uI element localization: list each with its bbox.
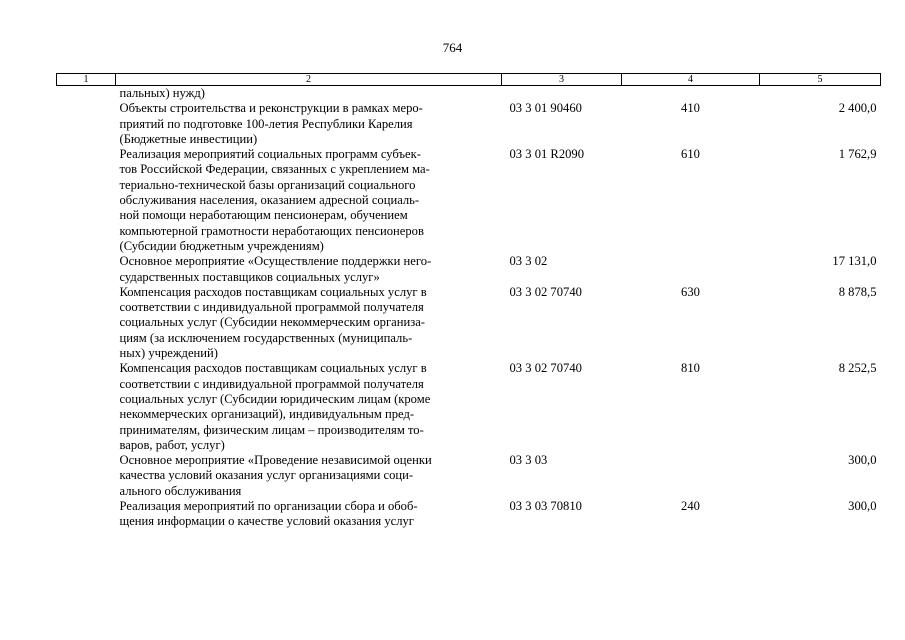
row-expense-type-cell <box>622 254 760 285</box>
row-name-line: сударственных поставщиков социальных услуг» <box>119 269 380 284</box>
row-expense-type-cell: 630 <box>681 284 700 299</box>
table-row <box>57 101 881 147</box>
row-number-cell <box>57 285 116 361</box>
header-col-1: 1 <box>57 74 116 86</box>
row-code-cell: 03 3 02 70740 <box>509 284 582 299</box>
table-body <box>57 86 881 530</box>
row-name-line: Компенсация расходов поставщикам социальных услуг в <box>119 284 427 299</box>
header-row <box>57 74 881 86</box>
row-expense-type-cell: 610 <box>681 147 700 162</box>
row-name-line: циям (за исключением государственных (муниципаль- <box>119 330 413 345</box>
row-name-line: качества условий оказания услуг организациями соци- <box>119 468 414 483</box>
row-name-line: (Бюджетные инвестиции) <box>119 131 258 146</box>
row-name-line: некоммерческих организаций), индивидуальным пред- <box>119 407 415 422</box>
row-code-cell: 03 3 01 R2090 <box>509 147 585 162</box>
row-name-line: обслуживания населения, оказанием адресной социаль- <box>119 193 420 208</box>
row-name-line: териально-технической базы организаций социального <box>119 177 416 192</box>
row-number-cell <box>57 101 116 147</box>
table-row <box>57 147 881 254</box>
row-sum-cell: 300,0 <box>848 453 877 468</box>
row-name-line: (Субсидии бюджетным учреждениям) <box>119 238 324 253</box>
row-name-line: Реализация мероприятий по организации сбора и обоб- <box>119 499 418 514</box>
row-name-cell <box>116 101 502 147</box>
table-row <box>57 86 881 102</box>
table-row <box>57 254 881 285</box>
row-name-cell <box>116 254 502 285</box>
row-name-cell <box>116 285 502 361</box>
row-code-cell: 03 3 03 70810 <box>509 499 582 514</box>
row-name-line: приятий по подготовке 100-летия Республики Карелия <box>119 116 413 131</box>
row-name-line: Компенсация расходов поставщикам социальных услуг в <box>119 361 427 376</box>
row-sum-cell <box>760 86 881 102</box>
row-name-line: компьютерной грамотности неработающих пенсионеров <box>119 223 424 238</box>
row-code-cell: 03 3 03 <box>509 453 548 468</box>
row-name-line: социальных услуг (Субсидии некоммерческим организа- <box>119 315 425 330</box>
row-sum-cell: 2 400,0 <box>838 101 877 116</box>
budget-table <box>56 73 881 530</box>
row-name-cell <box>116 499 502 530</box>
header-col-3: 3 <box>502 74 622 86</box>
row-name-line: варов, работ, услуг) <box>119 437 225 452</box>
row-name-line: тов Российской Федерации, связанных с укреплением ма- <box>119 162 430 177</box>
row-name-line: ального обслуживания <box>119 483 242 498</box>
row-name-line: Основное мероприятие «Осуществление поддержки него- <box>119 254 432 269</box>
row-name-line: ных) учреждений) <box>119 346 218 361</box>
row-expense-type-cell <box>622 453 760 499</box>
table-row <box>57 499 881 530</box>
row-name-line: Реализация мероприятий социальных программ субъек- <box>119 147 421 162</box>
row-number-cell <box>57 361 116 453</box>
row-number-cell <box>57 254 116 285</box>
row-name-line: пальных) нужд) <box>119 86 205 100</box>
row-sum-cell: 8 252,5 <box>838 361 877 376</box>
row-name-line: ной помощи неработающим пенсионерам, обучением <box>119 208 408 223</box>
header-col-4: 4 <box>622 74 760 86</box>
row-name-line: Основное мероприятие «Проведение независимой оценки <box>119 453 432 468</box>
row-name-line: соответствии с индивидуальной программой получателя <box>119 376 424 391</box>
row-sum-cell: 1 762,9 <box>838 147 877 162</box>
row-number-cell <box>57 147 116 254</box>
row-sum-cell: 8 878,5 <box>838 284 877 299</box>
row-name-line: соответствии с индивидуальной программой получателя <box>119 300 424 315</box>
row-sum-cell: 17 131,0 <box>832 254 877 269</box>
row-number-cell <box>57 453 116 499</box>
table-row <box>57 453 881 499</box>
row-expense-type-cell <box>622 86 760 102</box>
row-code-cell: 03 3 01 90460 <box>509 101 582 116</box>
row-expense-type-cell: 240 <box>681 499 700 514</box>
row-sum-cell: 300,0 <box>848 499 877 514</box>
row-expense-type-cell: 810 <box>681 361 700 376</box>
row-number-cell <box>57 499 116 530</box>
table-row <box>57 361 881 453</box>
row-number-cell <box>57 86 116 102</box>
row-name-line: социальных услуг (Субсидии юридическим лицам (кроме <box>119 391 431 406</box>
header-col-5: 5 <box>760 74 881 86</box>
row-code-cell: 03 3 02 70740 <box>509 361 582 376</box>
row-name-line: щения информации о качестве условий оказания услуг <box>119 514 414 529</box>
row-name-line: Объекты строительства и реконструкции в рамках меро- <box>119 101 423 116</box>
row-name-cell <box>116 361 502 453</box>
row-name-cell <box>116 147 502 254</box>
header-col-2: 2 <box>116 74 502 86</box>
row-code-cell <box>502 86 622 102</box>
row-expense-type-cell: 410 <box>681 101 700 116</box>
page-number: 764 <box>442 40 463 55</box>
row-name-cell <box>116 86 502 102</box>
row-name-cell <box>116 453 502 499</box>
table-header <box>57 74 881 86</box>
row-code-cell: 03 3 02 <box>509 254 548 269</box>
row-name-line: принимателям, физическим лицам – производителям то- <box>119 422 424 437</box>
table-row <box>57 285 881 361</box>
